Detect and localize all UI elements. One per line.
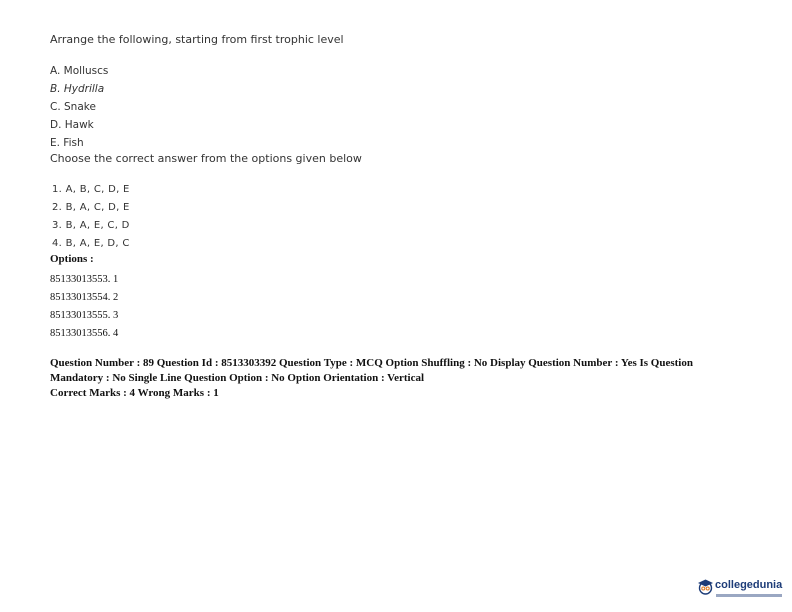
- instruction-text: Choose the correct answer from the options given below: [50, 152, 362, 165]
- answer-choice: 4. B, A, E, D, C: [52, 238, 130, 249]
- option-id: 85133013556. 4: [50, 328, 119, 339]
- answer-choice: 1. A, B, C, D, E: [52, 184, 130, 195]
- collegedunia-logo: [697, 578, 787, 604]
- metadata-marks: Correct Marks : 4 Wrong Marks : 1: [50, 387, 219, 399]
- list-item: B. Hydrilla: [50, 83, 105, 95]
- question-metadata: [50, 356, 740, 401]
- list-item: C. Snake: [50, 101, 96, 113]
- list-item: D. Hawk: [50, 119, 94, 131]
- item-list: [50, 62, 108, 152]
- list-item: A. Molluscs: [50, 65, 109, 77]
- option-id: 85133013553. 1: [50, 274, 119, 285]
- answer-list: [52, 181, 130, 253]
- answer-choice: 2. B, A, C, D, E: [52, 202, 130, 213]
- logo-wordmark: collegedunia: [715, 579, 783, 591]
- graduate-cap-icon: [697, 578, 714, 595]
- question-text: Arrange the following, starting from first trophic level: [50, 33, 344, 46]
- options-heading: Options :: [50, 253, 94, 265]
- logo-tagline: [716, 594, 782, 597]
- answer-choice: 3. B, A, E, C, D: [52, 220, 130, 231]
- option-id: 85133013554. 2: [50, 292, 119, 303]
- list-item: E. Fish: [50, 137, 84, 149]
- option-id-list: [50, 271, 118, 343]
- metadata-details: Question Number : 89 Question Id : 8513303392 Question Type : MCQ Option Shuffling : No Display Question Number : Yes Is Question Mandatory : No Single Line Question Option : No Option Orientation : Vertical: [50, 357, 693, 384]
- option-id: 85133013555. 3: [50, 310, 119, 321]
